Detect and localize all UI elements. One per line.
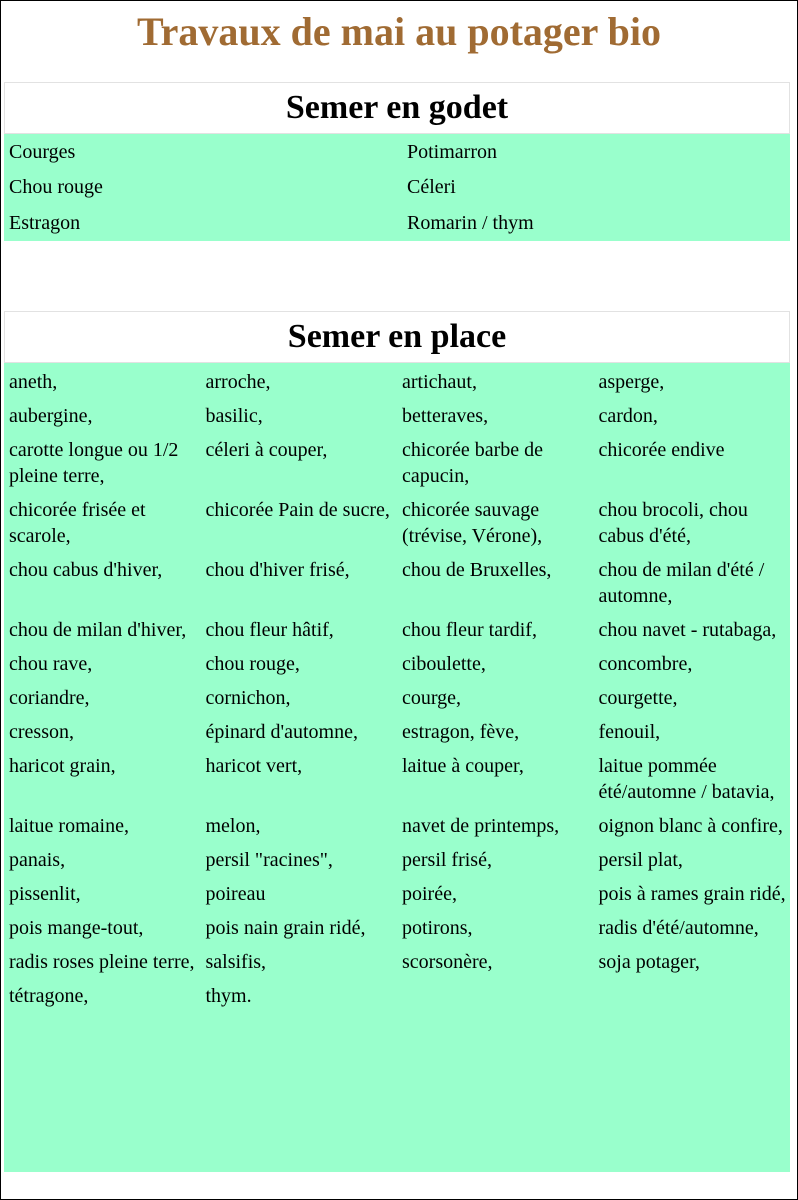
table-cell: persil frisé, — [402, 849, 492, 871]
table-cell: artichaut, — [402, 371, 477, 393]
table-row — [4, 551, 790, 611]
table-cell: chou de milan d'hiver, — [9, 619, 187, 641]
table-cell: laitue pommée été/automne / batavia, — [598, 755, 775, 803]
table-cell: chicorée endive — [598, 439, 725, 461]
table-cell: persil "racines", — [205, 849, 333, 871]
table-cell: pois nain grain ridé, — [205, 917, 366, 939]
table-cell: scorsonère, — [402, 951, 493, 973]
table-cell: oignon blanc à confire, — [598, 815, 783, 837]
table-row — [4, 170, 790, 206]
table-cell: salsifis, — [205, 951, 267, 973]
table-cell: chou cabus d'hiver, — [9, 559, 163, 581]
table-row — [4, 841, 790, 875]
table-cell: Estragon — [9, 211, 81, 234]
table-cell: arroche, — [205, 371, 271, 393]
table-cell: concombre, — [598, 653, 693, 675]
table-cell: pissenlit, — [9, 883, 81, 905]
table-cell: asperge, — [598, 371, 665, 393]
table-cell: haricot grain, — [9, 755, 116, 777]
table-row — [4, 397, 790, 431]
table-row — [4, 363, 790, 397]
table-cell: pois mange-tout, — [9, 917, 144, 939]
table-cell: chicorée Pain de sucre, — [205, 499, 390, 521]
table-cell: pois à rames grain ridé, — [598, 883, 786, 905]
table-cell: aubergine, — [9, 405, 93, 427]
table-row — [4, 431, 790, 491]
table-cell: tétragone, — [9, 985, 89, 1007]
place-table — [4, 363, 790, 1172]
table-cell: carotte longue ou 1/2 pleine terre, — [9, 439, 179, 487]
table-cell: poireau — [205, 883, 266, 905]
table-cell: ciboulette, — [402, 653, 486, 675]
table-row — [4, 713, 790, 747]
table-cell: chou de milan d'été / automne, — [598, 559, 765, 607]
table-cell: chou rave, — [9, 653, 93, 675]
table-cell: chou navet - rutabaga, — [598, 619, 777, 641]
table-cell: persil plat, — [598, 849, 683, 871]
table-cell: estragon, fève, — [402, 721, 520, 743]
table-cell: chicorée barbe de capucin, — [402, 439, 544, 487]
table-cell: chou fleur tardif, — [402, 619, 537, 641]
table-cell: haricot vert, — [205, 755, 303, 777]
table-cell: Céleri — [407, 176, 456, 199]
table-row — [4, 747, 790, 807]
table-cell: Courges — [9, 140, 76, 163]
table-cell: cresson, — [9, 721, 74, 743]
table-cell — [397, 983, 594, 1009]
section-heading-godet: Semer en godet — [4, 82, 790, 134]
table-row — [4, 491, 790, 551]
table-cell: basilic, — [205, 405, 263, 427]
table-cell: cornichon, — [205, 687, 291, 709]
table-cell: laitue à couper, — [402, 755, 524, 777]
table-row — [4, 807, 790, 841]
table-cell: panais, — [9, 849, 66, 871]
table-cell: Chou rouge — [9, 176, 103, 199]
table-cell: laitue romaine, — [9, 815, 129, 837]
table-cell: aneth, — [9, 371, 58, 393]
table-cell: melon, — [205, 815, 261, 837]
table-row — [4, 134, 790, 170]
table-cell: céleri à couper, — [205, 439, 328, 461]
table-cell: Romarin / thym — [407, 211, 534, 234]
godet-table — [4, 134, 790, 241]
table-cell: navet de printemps, — [402, 815, 560, 837]
table-row — [4, 943, 790, 977]
table-row — [4, 679, 790, 713]
table-cell: poirée, — [402, 883, 457, 905]
table-cell: cardon, — [598, 405, 658, 427]
table-cell: chou rouge, — [205, 653, 300, 675]
table-row — [4, 205, 790, 241]
table-cell: fenouil, — [598, 721, 661, 743]
table-row — [4, 875, 790, 909]
table-cell: chicorée sauvage (trévise, Vérone), — [402, 499, 543, 547]
table-cell: courgette, — [598, 687, 678, 709]
table-cell: radis d'été/automne, — [598, 917, 759, 939]
table-row — [4, 611, 790, 645]
table-cell: betteraves, — [402, 405, 489, 427]
table-cell: coriandre, — [9, 687, 90, 709]
table-cell: chou d'hiver frisé, — [205, 559, 350, 581]
table-cell — [594, 983, 791, 1009]
table-cell: radis roses pleine terre, — [9, 951, 195, 973]
table-cell: Potimarron — [407, 140, 497, 163]
table-cell: potirons, — [402, 917, 473, 939]
table-cell: épinard d'automne, — [205, 721, 358, 743]
table-row — [4, 977, 790, 1011]
section-heading-place: Semer en place — [4, 311, 790, 363]
table-cell: courge, — [402, 687, 462, 709]
table-cell: chou fleur hâtif, — [205, 619, 334, 641]
table-cell: soja potager, — [598, 951, 700, 973]
table-cell: chou de Bruxelles, — [402, 559, 552, 581]
table-cell: chou brocoli, chou cabus d'été, — [598, 499, 748, 547]
table-row — [4, 909, 790, 943]
table-cell: thym. — [205, 985, 252, 1007]
page-title: Travaux de mai au potager bio — [136, 9, 662, 54]
table-row — [4, 645, 790, 679]
table-cell: chicorée frisée et scarole, — [9, 499, 146, 547]
